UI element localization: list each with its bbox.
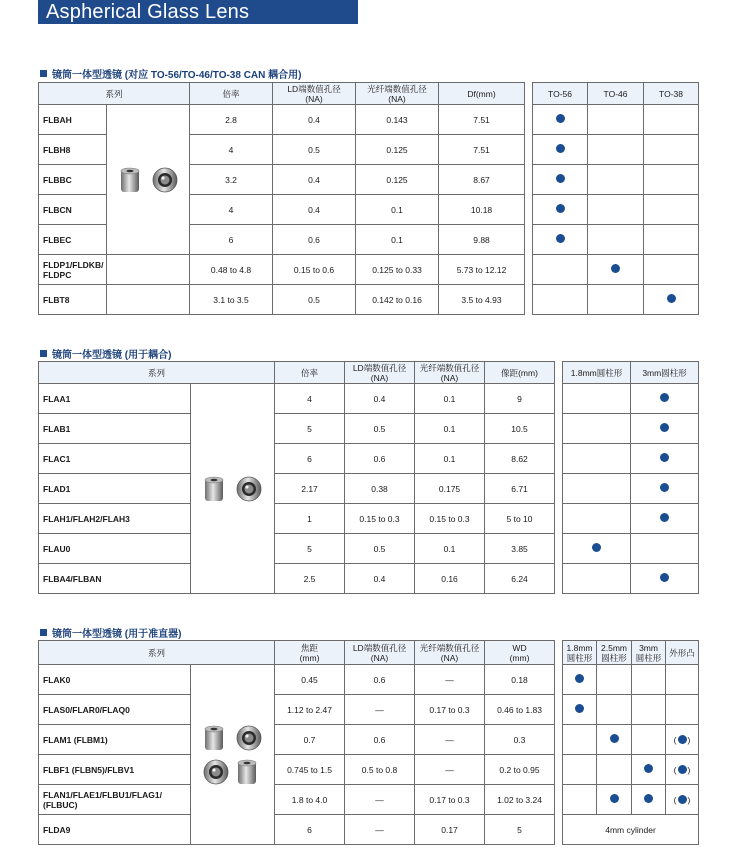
- table-row: [39, 695, 699, 725]
- filled-dot-icon: [660, 573, 669, 582]
- column-gap: [555, 474, 563, 504]
- lens-photo: [191, 665, 275, 845]
- filled-dot-icon: [660, 393, 669, 402]
- mark-c3: [631, 384, 699, 414]
- mark-to56: [533, 225, 588, 255]
- ld-na-value: 0.6: [345, 444, 415, 474]
- column-gap: [555, 641, 563, 665]
- col-header-series: 系列: [39, 362, 275, 384]
- mark-c18: [563, 785, 597, 815]
- magnification-value: 1: [275, 504, 345, 534]
- mark-c18: [563, 474, 631, 504]
- image-distance-value: 6.71: [485, 474, 555, 504]
- filled-dot-icon: [644, 764, 653, 773]
- ld-na-value: —: [345, 815, 415, 845]
- mark-c3: [632, 695, 666, 725]
- ld-na-value: 0.15 to 0.3: [345, 504, 415, 534]
- mark-c3: [632, 665, 666, 695]
- cylinder-note: 4mm cylinder: [563, 815, 699, 845]
- mark-c25: [597, 755, 632, 785]
- magnification-value: 5: [275, 414, 345, 444]
- table-row: [39, 444, 699, 474]
- mark-c18: [563, 665, 597, 695]
- lens-photo: [191, 384, 275, 594]
- mark-c3: [632, 785, 666, 815]
- series-name: FLAC1: [39, 444, 191, 474]
- filled-dot-icon: [575, 674, 584, 683]
- mark-to56: [533, 105, 588, 135]
- page-title: Aspherical Glass Lens: [38, 0, 358, 24]
- parenthesized-dot: ( ): [673, 794, 691, 805]
- magnification-value: 3.2: [190, 165, 273, 195]
- mark-to46: [588, 135, 644, 165]
- column-gap: [555, 755, 563, 785]
- lens-barrel-icon: [234, 474, 264, 504]
- series-name: FLAM1 (FLBM1): [39, 725, 191, 755]
- df-value: 7.51: [439, 105, 525, 135]
- mark-to56: [533, 135, 588, 165]
- ld-na-value: —: [345, 785, 415, 815]
- df-value: 10.18: [439, 195, 525, 225]
- ld-na-value: 0.5 to 0.8: [345, 755, 415, 785]
- fiber-na-value: 0.17 to 0.3: [415, 785, 485, 815]
- ld-na-value: 0.4: [345, 384, 415, 414]
- table-row: [39, 755, 699, 785]
- focal-length-value: 0.45: [275, 665, 345, 695]
- ld-na-value: 0.5: [345, 534, 415, 564]
- column-gap: [555, 534, 563, 564]
- lens-photo-row: [107, 165, 189, 195]
- empty-photo-cell: [107, 255, 190, 285]
- lens-barrel-icon: [201, 474, 231, 504]
- table-row: [39, 564, 699, 594]
- series-name: FLAA1: [39, 384, 191, 414]
- table-row: [39, 534, 699, 564]
- fiber-na-value: 0.175: [415, 474, 485, 504]
- ld-na-value: 0.5: [345, 414, 415, 444]
- ld-na-value: 0.6: [345, 725, 415, 755]
- table-collimator: [38, 640, 699, 845]
- filled-dot-icon: [678, 735, 687, 744]
- column-gap: [525, 165, 533, 195]
- series-name: FLAN1/FLAE1/FLBU1/FLAG1/ (FLBUC): [39, 785, 191, 815]
- lens-photo-row: [191, 474, 274, 504]
- filled-dot-icon: [592, 543, 601, 552]
- lens-barrel-icon: [201, 723, 231, 753]
- image-distance-value: 5 to 10: [485, 504, 555, 534]
- fiber-na-value: 0.125: [356, 135, 439, 165]
- table-row: [39, 384, 699, 414]
- table-row: [39, 105, 699, 135]
- mark-to56: [533, 165, 588, 195]
- mark-c3: [631, 564, 699, 594]
- series-name: FLBT8: [39, 285, 107, 315]
- column-gap: [525, 195, 533, 225]
- mark-to38: [644, 195, 699, 225]
- col-header-series: 系列: [39, 641, 275, 665]
- series-name: FLAS0/FLAR0/FLAQ0: [39, 695, 191, 725]
- lens-photo-group: [191, 723, 274, 787]
- mark-c18: [563, 384, 631, 414]
- fiber-na-value: 0.1: [415, 444, 485, 474]
- image-distance-value: 9: [485, 384, 555, 414]
- mark-c25: [597, 665, 632, 695]
- col-header-df: Df(mm): [439, 83, 525, 105]
- magnification-value: 2.8: [190, 105, 273, 135]
- mark-c18: [563, 564, 631, 594]
- column-gap: [555, 815, 563, 845]
- focal-length-value: 1.12 to 2.47: [275, 695, 345, 725]
- parenthesized-dot: ( ): [673, 764, 691, 775]
- mark-convex: [666, 785, 699, 815]
- lens-photo-row: [201, 723, 264, 753]
- ld-na-value: 0.5: [273, 135, 356, 165]
- ld-na-value: 0.4: [273, 105, 356, 135]
- focal-length-value: 6: [275, 815, 345, 845]
- mark-c18: [563, 414, 631, 444]
- table-row: [39, 474, 699, 504]
- col-header-focal: 焦距 (mm): [275, 641, 345, 665]
- table-row: [39, 255, 699, 285]
- filled-dot-icon: [611, 264, 620, 273]
- section-1-title-text: 镜筒一体型透镜 (对应 TO-56/TO-46/TO-38 CAN 耦合用): [52, 70, 302, 81]
- lens-photo: [107, 105, 190, 255]
- filled-dot-icon: [667, 294, 676, 303]
- df-value: 9.88: [439, 225, 525, 255]
- column-gap: [525, 285, 533, 315]
- mark-convex: [666, 695, 699, 725]
- fiber-na-value: 0.125: [356, 165, 439, 195]
- ld-na-value: 0.6: [273, 225, 356, 255]
- df-value: 7.51: [439, 135, 525, 165]
- col-header-to38: TO-38: [644, 83, 699, 105]
- section-1-title: [40, 66, 301, 81]
- column-gap: [555, 384, 563, 414]
- focal-length-value: 0.7: [275, 725, 345, 755]
- filled-dot-icon: [610, 734, 619, 743]
- mark-c18: [563, 444, 631, 474]
- mark-c3: [631, 534, 699, 564]
- mark-c25: [597, 725, 632, 755]
- mark-convex: [666, 665, 699, 695]
- table-row: [39, 285, 699, 315]
- fiber-na-value: —: [415, 725, 485, 755]
- mark-c25: [597, 695, 632, 725]
- series-name: FLBF1 (FLBN5)/FLBV1: [39, 755, 191, 785]
- image-distance-value: 3.85: [485, 534, 555, 564]
- col-header-ld-na: LD端数值孔径 (NA): [345, 362, 415, 384]
- magnification-value: 4: [190, 135, 273, 165]
- df-value: 8.67: [439, 165, 525, 195]
- section-2-title: [40, 346, 171, 361]
- table-row: [39, 815, 699, 845]
- ld-na-value: 0.38: [345, 474, 415, 504]
- col-header-series: 系列: [39, 83, 190, 105]
- filled-dot-icon: [556, 234, 565, 243]
- series-name: FLBCN: [39, 195, 107, 225]
- mark-to38: [644, 105, 699, 135]
- mark-c3: [631, 474, 699, 504]
- wd-value: 0.2 to 0.95: [485, 755, 555, 785]
- column-gap: [555, 785, 563, 815]
- col-header-cyl-2-5: 2.5mm 圆柱形: [597, 641, 632, 665]
- magnification-value: 0.48 to 4.8: [190, 255, 273, 285]
- image-distance-value: 6.24: [485, 564, 555, 594]
- column-gap: [555, 564, 563, 594]
- col-header-mag: 倍率: [190, 83, 273, 105]
- mark-c3: [631, 444, 699, 474]
- table-coupling: [38, 361, 699, 594]
- square-bullet-icon: [40, 70, 47, 77]
- magnification-value: 2.17: [275, 474, 345, 504]
- magnification-value: 2.5: [275, 564, 345, 594]
- magnification-value: 6: [275, 444, 345, 474]
- col-header-ld-na: LD端数值孔径 (NA): [345, 641, 415, 665]
- mark-convex: [666, 755, 699, 785]
- wd-value: 5: [485, 815, 555, 845]
- col-header-to56: TO-56: [533, 83, 588, 105]
- filled-dot-icon: [678, 765, 687, 774]
- mark-c3: [631, 414, 699, 444]
- fiber-na-value: 0.15 to 0.3: [415, 504, 485, 534]
- mark-to56: [533, 285, 588, 315]
- fiber-na-value: 0.1: [356, 225, 439, 255]
- filled-dot-icon: [556, 114, 565, 123]
- series-name: FLBH8: [39, 135, 107, 165]
- mark-c25: [597, 785, 632, 815]
- col-header-fiber-na: 光纤端数值孔径 (NA): [356, 83, 439, 105]
- wd-value: 0.3: [485, 725, 555, 755]
- lens-photo-row: [201, 757, 264, 787]
- col-header-cyl-1-8: 1.8mm圆柱形: [563, 362, 631, 384]
- col-header-cyl-1-8: 1.8mm 圆柱形: [563, 641, 597, 665]
- column-gap: [555, 362, 563, 384]
- column-gap: [525, 255, 533, 285]
- ld-na-value: —: [345, 695, 415, 725]
- column-gap: [555, 504, 563, 534]
- ld-na-value: 0.15 to 0.6: [273, 255, 356, 285]
- column-gap: [525, 225, 533, 255]
- image-distance-value: 10.5: [485, 414, 555, 444]
- column-gap: [525, 83, 533, 105]
- mark-c18: [563, 725, 597, 755]
- col-header-fiber-na: 光纤端数值孔径 (NA): [415, 641, 485, 665]
- wd-value: 0.18: [485, 665, 555, 695]
- fiber-na-value: 0.142 to 0.16: [356, 285, 439, 315]
- magnification-value: 4: [275, 384, 345, 414]
- mark-c18: [563, 534, 631, 564]
- column-gap: [555, 414, 563, 444]
- series-name: FLDP1/FLDKB/ FLDPC: [39, 255, 107, 285]
- mark-to38: [644, 225, 699, 255]
- filled-dot-icon: [660, 453, 669, 462]
- series-name: FLAU0: [39, 534, 191, 564]
- column-gap: [525, 135, 533, 165]
- mark-convex: [666, 725, 699, 755]
- filled-dot-icon: [556, 144, 565, 153]
- col-header-mag: 倍率: [275, 362, 345, 384]
- ld-na-value: 0.4: [273, 165, 356, 195]
- df-value: 5.73 to 12.12: [439, 255, 525, 285]
- table-row: [39, 504, 699, 534]
- filled-dot-icon: [660, 423, 669, 432]
- col-header-to46: TO-46: [588, 83, 644, 105]
- col-header-cyl-3: 3mm圆柱形: [631, 362, 699, 384]
- filled-dot-icon: [556, 174, 565, 183]
- table-row: [39, 665, 699, 695]
- lens-barrel-icon: [117, 165, 147, 195]
- lens-barrel-icon: [234, 723, 264, 753]
- mark-to38: [644, 255, 699, 285]
- lens-barrel-icon: [201, 757, 231, 787]
- series-name: FLAB1: [39, 414, 191, 444]
- mark-to56: [533, 255, 588, 285]
- empty-photo-cell: [107, 285, 190, 315]
- mark-to38: [644, 285, 699, 315]
- section-3-title-text: 镜筒一体型透镜 (用于准直器): [52, 629, 182, 640]
- fiber-na-value: 0.143: [356, 105, 439, 135]
- focal-length-value: 0.745 to 1.5: [275, 755, 345, 785]
- square-bullet-icon: [40, 350, 47, 357]
- ld-na-value: 0.4: [273, 195, 356, 225]
- series-name: FLBA4/FLBAN: [39, 564, 191, 594]
- section-2-title-text: 镜筒一体型透镜 (用于耦合): [52, 350, 172, 361]
- filled-dot-icon: [644, 794, 653, 803]
- mark-to46: [588, 285, 644, 315]
- mark-to46: [588, 105, 644, 135]
- filled-dot-icon: [660, 483, 669, 492]
- column-gap: [555, 725, 563, 755]
- col-header-fiber-na: 光纤端数值孔径 (NA): [415, 362, 485, 384]
- filled-dot-icon: [678, 795, 687, 804]
- filled-dot-icon: [575, 704, 584, 713]
- fiber-na-value: 0.17 to 0.3: [415, 695, 485, 725]
- series-name: FLBAH: [39, 105, 107, 135]
- magnification-value: 5: [275, 534, 345, 564]
- square-bullet-icon: [40, 629, 47, 636]
- mark-c3: [632, 755, 666, 785]
- mark-to46: [588, 255, 644, 285]
- section-3-title: [40, 625, 181, 640]
- series-name: FLBBC: [39, 165, 107, 195]
- series-name: FLAH1/FLAH2/FLAH3: [39, 504, 191, 534]
- wd-value: 0.46 to 1.83: [485, 695, 555, 725]
- magnification-value: 6: [190, 225, 273, 255]
- mark-to38: [644, 135, 699, 165]
- column-gap: [525, 105, 533, 135]
- series-name: FLAD1: [39, 474, 191, 504]
- col-header-ld-na: LD端数值孔径 (NA): [273, 83, 356, 105]
- filled-dot-icon: [660, 513, 669, 522]
- focal-length-value: 1.8 to 4.0: [275, 785, 345, 815]
- mark-c3: [631, 504, 699, 534]
- mark-to46: [588, 195, 644, 225]
- fiber-na-value: 0.17: [415, 815, 485, 845]
- mark-c3: [632, 725, 666, 755]
- column-gap: [555, 444, 563, 474]
- col-header-image-distance: 像距(mm): [485, 362, 555, 384]
- mark-c18: [563, 504, 631, 534]
- series-name: FLBEC: [39, 225, 107, 255]
- table-row: [39, 785, 699, 815]
- table-to-can-coupling: [38, 82, 699, 315]
- mark-to38: [644, 165, 699, 195]
- image-distance-value: 8.62: [485, 444, 555, 474]
- filled-dot-icon: [610, 794, 619, 803]
- column-gap: [555, 665, 563, 695]
- series-name: FLDA9: [39, 815, 191, 845]
- ld-na-value: 0.5: [273, 285, 356, 315]
- table-row: [39, 414, 699, 444]
- ld-na-value: 0.4: [345, 564, 415, 594]
- filled-dot-icon: [556, 204, 565, 213]
- fiber-na-value: 0.1: [356, 195, 439, 225]
- column-gap: [555, 695, 563, 725]
- series-name: FLAK0: [39, 665, 191, 695]
- mark-to56: [533, 195, 588, 225]
- fiber-na-value: 0.1: [415, 384, 485, 414]
- col-header-convex: 外形凸: [666, 641, 699, 665]
- mark-c18: [563, 755, 597, 785]
- df-value: 3.5 to 4.93: [439, 285, 525, 315]
- col-header-cyl-3: 3mm 圆柱形: [632, 641, 666, 665]
- fiber-na-value: 0.1: [415, 414, 485, 444]
- magnification-value: 3.1 to 3.5: [190, 285, 273, 315]
- mark-to46: [588, 225, 644, 255]
- magnification-value: 4: [190, 195, 273, 225]
- ld-na-value: 0.6: [345, 665, 415, 695]
- fiber-na-value: —: [415, 755, 485, 785]
- wd-value: 1.02 to 3.24: [485, 785, 555, 815]
- lens-barrel-icon: [234, 757, 264, 787]
- mark-c18: [563, 695, 597, 725]
- col-header-wd: WD (mm): [485, 641, 555, 665]
- fiber-na-value: 0.16: [415, 564, 485, 594]
- lens-barrel-icon: [150, 165, 180, 195]
- parenthesized-dot: ( ): [673, 734, 691, 745]
- fiber-na-value: 0.1: [415, 534, 485, 564]
- fiber-na-value: —: [415, 665, 485, 695]
- table-row: [39, 725, 699, 755]
- mark-to46: [588, 165, 644, 195]
- fiber-na-value: 0.125 to 0.33: [356, 255, 439, 285]
